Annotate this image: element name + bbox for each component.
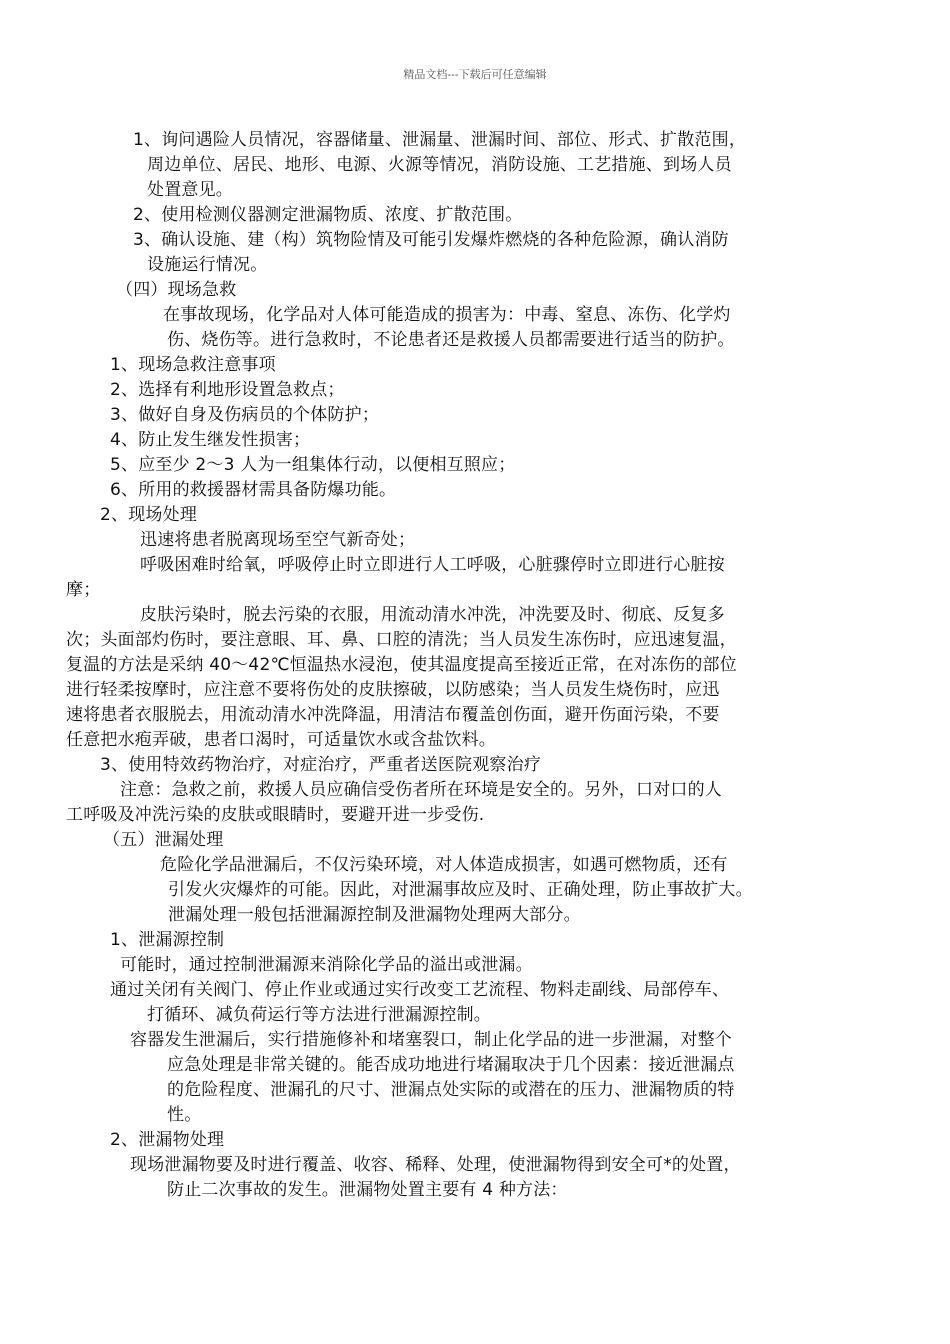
text-line: 速将患者衣服脱去，用流动清水冲洗降温，用清洁布覆盖创伤面，避开伤面污染，不要 <box>66 705 720 725</box>
text-line: 4、防止发生继发性损害； <box>110 430 311 450</box>
text-line: 打循环、减负荷运行等方法进行泄漏源控制。 <box>147 1005 491 1025</box>
text-line: 次；头面部灼伤时，要注意眼、耳、鼻、口腔的清洗；当人员发生冻伤时，应迅速复温， <box>66 630 737 650</box>
text-line: 周边单位、居民、地形、电源、火源等情况，消防设施、工艺措施、到场人员 <box>147 155 732 175</box>
text-line: 迅速将患者脱离现场至空气新奇处； <box>140 530 416 550</box>
text-line: 5、应至少 2～3 人为一组集体行动，以便相互照应； <box>110 455 516 475</box>
text-line: 容器发生泄漏后，实行措施修补和堵塞裂口，制止化学品的进一步泄漏，对整个 <box>130 1030 732 1050</box>
text-line: 复温的方法是采纳 40～42℃恒温热水浸泡，使其温度提高至接近正常，在对冻伤的部位 <box>66 655 737 675</box>
text-line: 在事故现场，化学品对人体可能造成的损害为：中毒、窒息、冻伤、化学灼 <box>163 305 731 325</box>
text-line: 3、使用特效药物治疗，对症治疗，严重者送医院观察治疗 <box>100 755 542 775</box>
text-line: 呼吸困难时给氧，呼吸停止时立即进行人工呼吸，心脏骤停时立即进行心脏按 <box>140 555 725 575</box>
text-line: 进行轻柔按摩时，应注意不要将伤处的皮肤擦破，以防感染；当人员发生烧伤时，应迅 <box>66 680 720 700</box>
text-line: 通过关闭有关阀门、停止作业或通过实行改变工艺流程、物料走副线、局部停车、 <box>110 980 730 1000</box>
text-line: 1、询问遇险人员情况，容器储量、泄漏量、泄漏时间、部位、形式、扩散范围， <box>133 130 747 150</box>
text-line: 的危险程度、泄漏孔的尺寸、泄漏点处实际的或潜在的压力、泄漏物质的特 <box>167 1080 735 1100</box>
page-header: 精品文档---下载后可任意编辑 <box>403 68 547 81</box>
text-line: 3、做好自身及伤病员的个体防护； <box>110 405 380 425</box>
text-line: 2、现场处理 <box>100 505 198 525</box>
text-line: 1、泄漏源控制 <box>110 930 225 950</box>
text-line: 性。 <box>167 1105 202 1125</box>
text-line: 2、选择有利地形设置急救点； <box>110 380 345 400</box>
text-line: 处置意见。 <box>147 180 233 200</box>
text-line: 工呼吸及冲洗污染的皮肤或眼睛时，要避开进一步受伤. <box>66 805 485 825</box>
text-line: 可能时，通过控制泄漏源来消除化学品的溢出或泄漏。 <box>120 955 533 975</box>
text-line: 注意：急救之前，救援人员应确信受伤者所在环境是安全的。另外，口对口的人 <box>120 780 722 800</box>
text-line: 泄漏处理一般包括泄漏源控制及泄漏物处理两大部分。 <box>168 905 581 925</box>
text-line: 摩； <box>66 580 101 600</box>
text-line: 2、使用检测仪器测定泄漏物质、浓度、扩散范围。 <box>133 205 523 225</box>
text-line: 6、所用的救援器材需具备防爆功能。 <box>110 480 397 500</box>
text-line: 3、确认设施、建（构）筑物险情及可能引发爆炸燃烧的各种危险源，确认消防 <box>133 230 729 250</box>
text-line: 2、泄漏物处理 <box>110 1130 225 1150</box>
section-heading: （五）泄漏处理 <box>103 830 224 850</box>
text-line: 皮肤污染时，脱去污染的衣服，用流动清水冲洗，冲洗要及时、彻底、反复多 <box>140 605 725 625</box>
text-line: 伤、烧伤等。进行急救时，不论患者还是救援人员都需要进行适当的防护。 <box>167 330 735 350</box>
text-line: 防止二次事故的发生。泄漏物处置主要有 4 种方法： <box>167 1180 568 1200</box>
text-line: 任意把水疱弄破，患者口渴时，可适量饮水或含盐饮料。 <box>66 730 496 750</box>
text-line: 引发火灾爆炸的可能。因此，对泄漏事故应及时、正确处理，防止事故扩大。 <box>168 880 753 900</box>
section-heading: （四）现场急救 <box>116 280 237 300</box>
text-line: 应急处理是非常关键的。能否成功地进行堵漏取决于几个因素：接近泄漏点 <box>167 1055 735 1075</box>
text-line: 现场泄漏物要及时进行覆盖、收容、稀释、处理，使泄漏物得到安全可*的处置， <box>130 1155 741 1175</box>
text-line: 危险化学品泄漏后，不仅污染环境，对人体造成损害，如遇可燃物质，还有 <box>160 855 728 875</box>
text-line: 1、现场急救注意事项 <box>110 355 276 375</box>
text-line: 设施运行情况。 <box>147 255 268 275</box>
